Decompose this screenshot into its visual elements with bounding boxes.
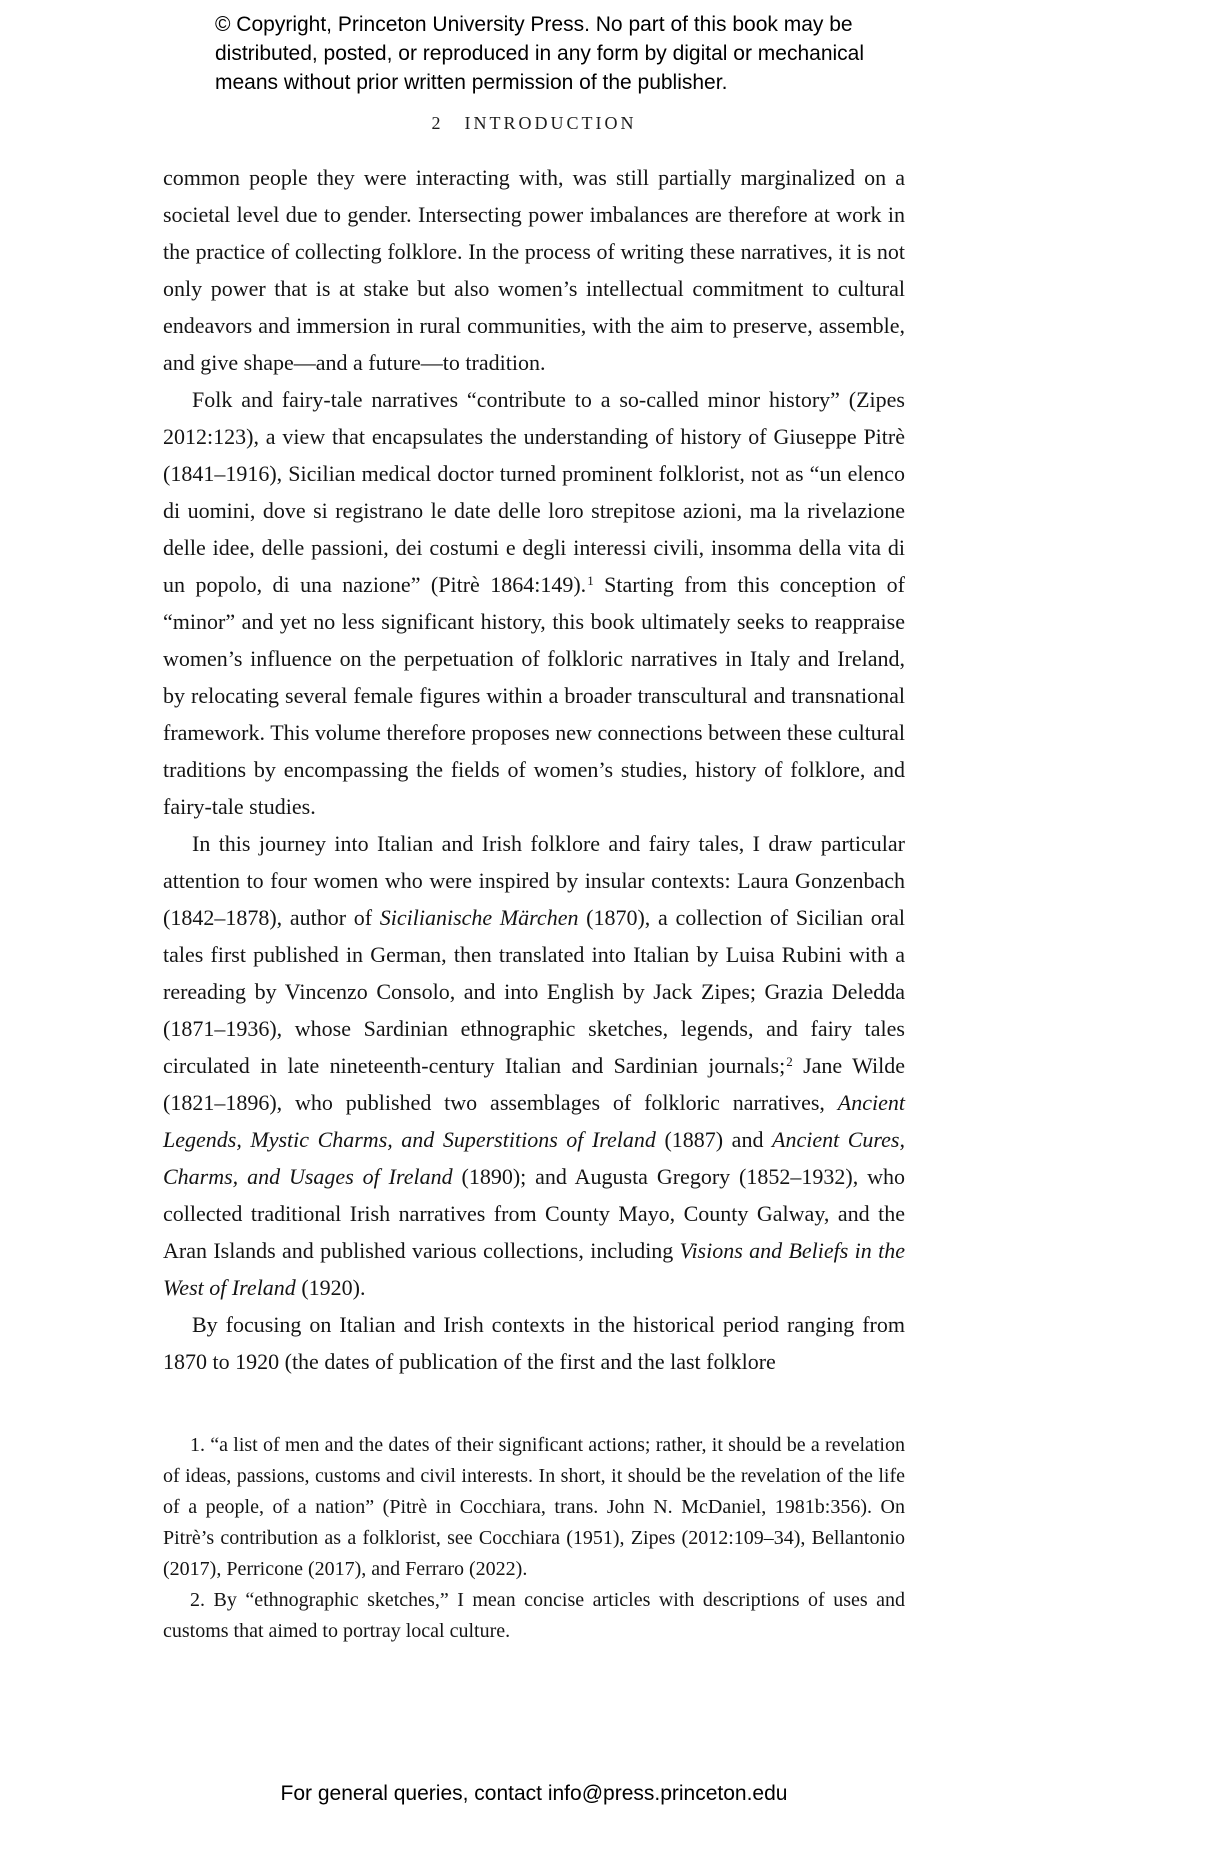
paragraph-2 <box>163 381 905 825</box>
copyright-line: means without prior written permission of the publisher. <box>215 71 728 94</box>
book-title-visions-and-beliefs: Visions and Beliefs in the West of Ireland <box>163 1238 905 1300</box>
paragraph-text: (1870), a collection of Sicilian oral tales first published in German, then translated into Italian by Luisa Rubini with a rereading by Vincenzo Consolo, and into English by Jack Zipes; Grazia Deledda (1871–1936), whose Sardinian ethnographic sketches, legends, and fairy tales circulated in late nineteenth-century Italian and Sardinian journals; <box>163 905 905 1078</box>
running-head <box>163 113 905 134</box>
page-number: 2 <box>431 113 441 133</box>
book-title-ancient-cures: Ancient Cures, Charms, and Usages of Ireland <box>163 1127 905 1189</box>
paragraph-text: In this journey into Italian and Irish folklore and fairy tales, I draw particular attention to four women who were inspired by insular contexts: Laura Gonzenbach (1842–1878), author of <box>163 831 905 930</box>
paragraph-text: (1887) and <box>655 1127 772 1152</box>
paragraph-text: (1890); and Augusta Gregory (1852–1932), who collected traditional Irish narratives from County Mayo, County Galway, and the Aran Islands and published various collections, including <box>163 1164 905 1263</box>
footer-contact-line: For general queries, contact info@press.princeton.edu <box>280 1782 788 1805</box>
footnote-2: 2. By “ethnographic sketches,” I mean concise articles with descriptions of uses and customs that aimed to portray local culture. <box>163 1589 905 1642</box>
text-column <box>163 10 905 1647</box>
paragraph-text: By focusing on Italian and Irish contexts in the historical period ranging from 1870 to 1920 (the dates of publication of the first and the last folklore <box>163 1312 905 1374</box>
footnotes-section <box>163 1430 905 1647</box>
book-title-ancient-legends: Ancient Legends, Mystic Charms, and Superstitions of Ireland <box>163 1090 905 1152</box>
body-text <box>163 159 905 1380</box>
paragraph-text: Folk and fairy-tale narratives “contribute to a so-called minor history” (Zipes 2012:123), a view that encapsulates the understanding of history of Giuseppe Pitrè (1841–1916), Sicilian medical doctor turned prominent folklorist, not as “un elenco di uomini, dove si registrano le date delle loro strepitose azioni, ma la rivelazione delle idee, delle passioni, dei costumi e degli interessi civili, insomma della vita di un popolo, di una nazione” (Pitrè 1864:149). <box>163 387 905 597</box>
footnote-ref-2: 2 <box>786 1054 793 1069</box>
paragraph-3 <box>163 825 905 1306</box>
paragraph-text: Jane Wilde (1821–1896), who published two assemblages of folkloric narratives, <box>163 1053 905 1115</box>
paragraph-text: Starting from this conception of “minor” and yet no less significant history, this book ultimately seeks to reappraise women’s influence on the perpetuation of folkloric narratives in Italy and Ireland, by relocating several female figures within a broader transcultural and transnational framework. This volume therefore proposes new connections between these cultural traditions by encompassing the fields of women’s studies, history of folklore, and fairy-tale studies. <box>163 572 905 819</box>
running-head-title: INTRODUCTION <box>464 113 637 133</box>
paragraph-4 <box>163 1306 905 1380</box>
copyright-line: distributed, posted, or reproduced in any form by digital or mechanical <box>215 42 865 65</box>
paragraph-text: common people they were interacting with, was still partially marginalized on a societal level due to gender. Intersecting power imbalances are therefore at work in the practice of collecting folklore. In the process of writing these narratives, it is not only power that is at stake but also women’s intellectual commitment to cultural endeavors and immersion in rural communities, with the aim to preserve, assemble, and give shape—and a future—to tradition. <box>163 165 905 375</box>
book-title-sicilianische-maerchen: Sicilianische Märchen <box>379 905 579 930</box>
footnote-ref-1: 1 <box>587 573 594 588</box>
copyright-line: © Copyright, Princeton University Press. No part of this book may be <box>215 13 853 36</box>
paragraph-1 <box>163 159 905 381</box>
paragraph-text: (1920). <box>295 1275 366 1300</box>
copyright-notice <box>215 10 865 97</box>
footnote-1: 1. “a list of men and the dates of their significant actions; rather, it should be a revelation of ideas, passions, customs and civil interests. In short, it should be the revelation of the life of a people, of a nation” (Pitrè in Cocchiara, trans. John N. McDaniel, 1981b:356). On Pitrè’s contribution as a folklorist, see Cocchiara (1951), Zipes (2012:109–34), Bellantonio (2017), Perricone (2017), and Ferraro (2022). <box>163 1434 905 1580</box>
